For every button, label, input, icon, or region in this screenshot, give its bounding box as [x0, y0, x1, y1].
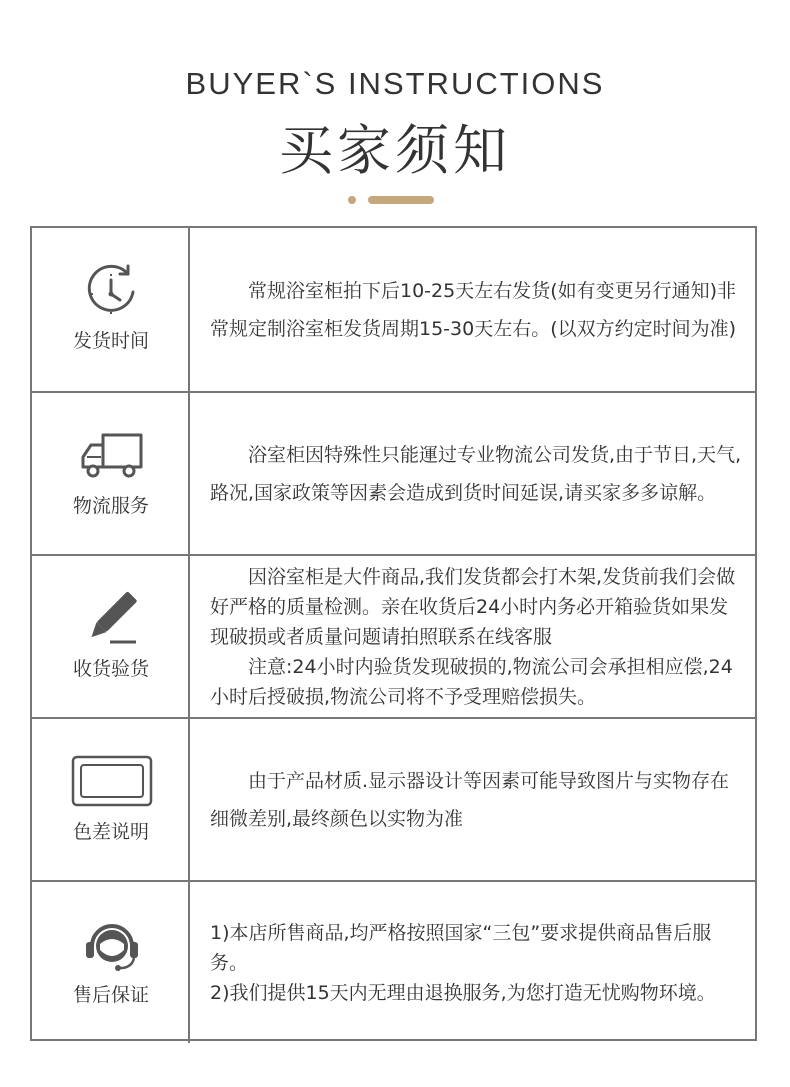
title-english: BUYER`S INSTRUCTIONS — [185, 66, 605, 101]
clock-icon — [68, 262, 156, 318]
row-text: 常规浴室柜拍下后10-25天左右发货(如有变更另行通知)非常规定制浴室柜发货周期15-30天左右。(以双方约定时间为准) — [210, 279, 737, 340]
truck-icon — [68, 427, 156, 483]
row-text-cell — [192, 228, 755, 391]
row-text-cell — [192, 719, 755, 880]
row-label-cell — [32, 719, 190, 880]
row-label-cell — [32, 556, 190, 717]
pencil-icon — [68, 590, 156, 646]
row-label: 售后保证 — [72, 984, 149, 1006]
row-label-cell — [32, 882, 190, 1043]
row-text: 因浴室柜是大件商品,我们发货都会打木架,发货前我们会做好严格的质量检测。亲在收货后24小时内务必开箱验货如果发现破损或者质量问题请拍照联系在线客服 — [210, 565, 736, 648]
row-text: 2)我们提供15天内无理由退换服务,为您打造无忧购物环境。 — [210, 981, 716, 1004]
row-text: 注意:24小时内验货发现破损的,物流公司会承担相应偿,24小时后授破损,物流公司将不予受理赔偿损失。 — [210, 655, 733, 708]
row-receipt-inspection — [32, 554, 755, 717]
row-after-sales — [32, 880, 755, 1043]
row-label: 收货验货 — [72, 658, 149, 680]
row-label-cell — [32, 393, 190, 554]
row-text-cell — [192, 556, 755, 717]
decorative-bar — [368, 196, 434, 204]
header — [0, 0, 790, 225]
row-color-difference — [32, 717, 755, 880]
row-text-cell — [192, 393, 755, 554]
row-label: 色差说明 — [72, 821, 149, 843]
row-label: 物流服务 — [72, 495, 149, 517]
row-text-cell — [192, 882, 755, 1043]
row-label-cell — [32, 228, 190, 391]
decorative-dot — [348, 196, 356, 204]
headset-icon — [68, 916, 156, 972]
title-chinese: 买家须知 — [279, 119, 511, 182]
screen-icon — [68, 753, 156, 809]
row-logistics-service — [32, 391, 755, 554]
row-text: 浴室柜因特殊性只能運过专业物流公司发货,由于节日,天气,路况,国家政策等因素会造成到货时间延误,请买家多多谅解。 — [210, 443, 742, 504]
row-text: 由于产品材质.显示器设计等因素可能导致图片与实物存在细微差别,最终颜色以实物为准 — [210, 769, 730, 830]
row-label: 发货时间 — [72, 330, 149, 352]
row-text: 1)本店所售商品,均严格按照国家“三包”要求提供商品售后服务。 — [210, 921, 712, 974]
instructions-table — [30, 226, 757, 1041]
row-shipping-time — [32, 228, 755, 391]
